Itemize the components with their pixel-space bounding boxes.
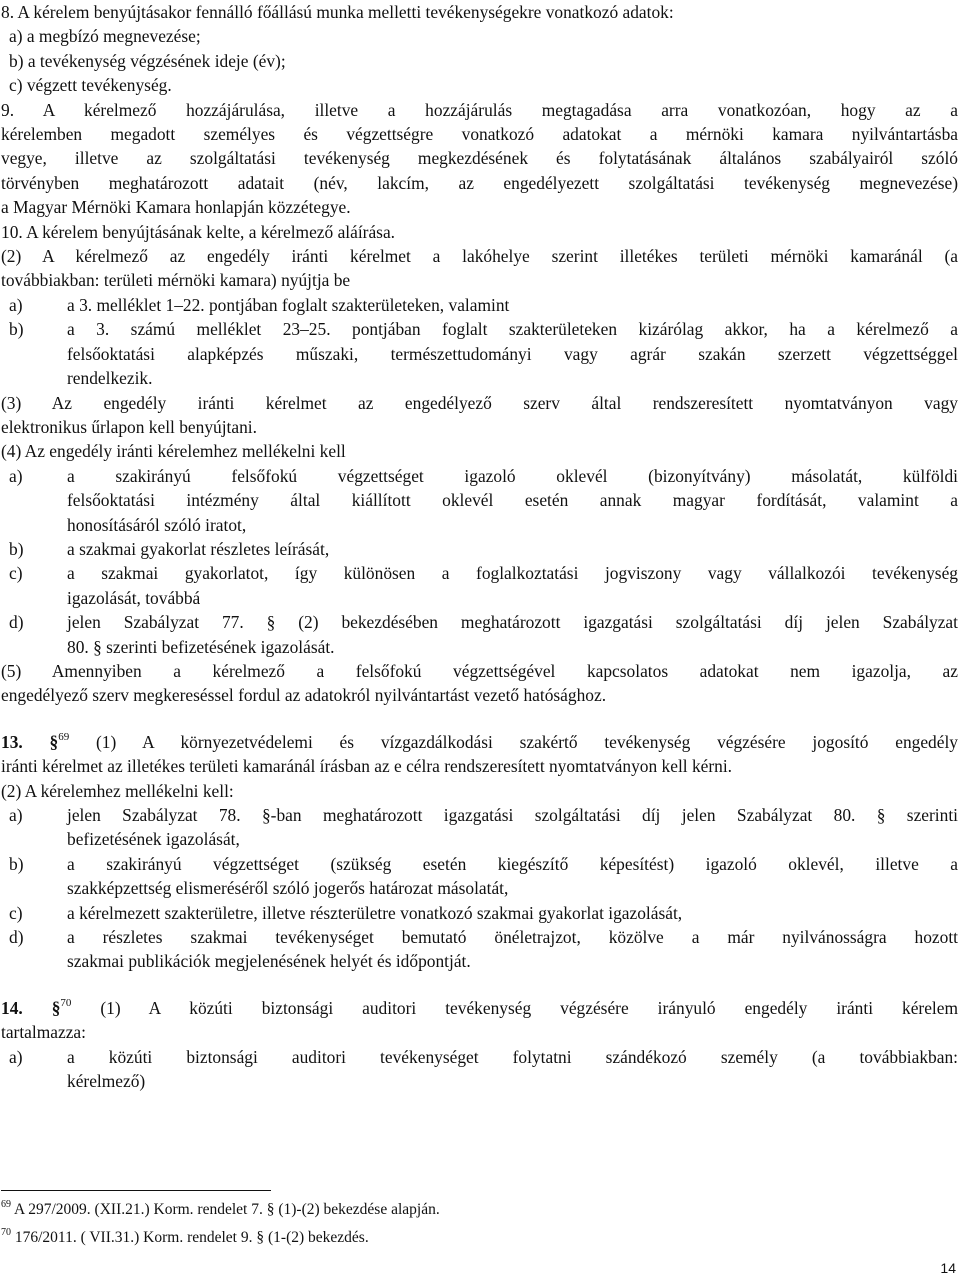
point-8-heading: 8. A kérelem benyújtásakor fennálló főállású munka melletti tevékenységekre vonatkozó adatok: (1, 2, 674, 22)
page-number: 14 (940, 1260, 956, 1276)
paragraph-2: (2) A kérelmező az engedély iránti kérelmet a lakóhelye szerint illetékes területi mérnöki kamaránál (a továbbiakban: területi mérnöki kamara) nyújtja be (1, 246, 958, 291)
list-item: a) a közúti biztonsági auditori tevékenységet folytatni szándékozó személy (a továbbiakban: kérelmező) (9, 1046, 958, 1092)
point-9: 9. A kérelmező hozzájárulása, illetve a hozzájárulás megtagadása arra vonatkozóan, hogy az a kérelemben megadott személyes és végzettségre vonatkozó adatokat a mérnöki kamara nyilvántartásba vegye, illetve az szolgáltatási tevékenység megkezdésének és folytatásának általános szabályairól szóló törvényben meghatározott adatait (név, lakcím, az engedélyezett szolgáltatási tevékenység megnevezése) a Magyar Mérnöki Kamara honlapján közzétegye. (1, 99, 958, 218)
list-item: a) a 3. melléklet 1–22. pontjában foglalt szakterületeken, valamint (9, 294, 510, 315)
list-item: d) a részletes szakmai tevékenységet bemutató önéletrajzot, közölve a már nyilvánosságra hozott szakmai publikációk megjelenésének helyét és időpontját. (9, 927, 958, 972)
point-10: 10. A kérelem benyújtásának kelte, a kérelmező aláírása. (1, 221, 396, 242)
list-item: b) a szakmai gyakorlat részletes leírását, (9, 538, 330, 559)
list-item: c) a szakmai gyakorlatot, így különösen a foglalkoztatási jogviszony vagy vállalkozói tevékenység igazolását, továbbá (9, 563, 958, 608)
list-item: a) jelen Szabályzat 78. §-ban meghatározott igazgatási szolgáltatási díj jelen Szabályzat 80. § szerinti befizetésének igazolását, (9, 805, 958, 850)
list-item: b) a szakirányú végzettséget (szükség esetén kiegészítő képesítést) igazoló oklevél, illetve a szakképzettség elismeréséről szóló jogerős határozat másolatát, (9, 853, 958, 899)
point-8 (1, 0, 958, 98)
point-8-b: b) a tevékenység végzésének ideje (év); (9, 50, 286, 71)
paragraph-4: (4) Az engedély iránti kérelemhez mellékelni kell (1, 441, 346, 462)
footnote-70: $^{70}$ 176/2011. ( VII.31.) Korm. rendelet 9. § (1-(2) bekezdés. (1, 1227, 369, 1246)
footnote-ref-69: 69 (58, 730, 70, 743)
section-13: 13. §$^{69}$ (1) A környezetvédelemi és vízgazdálkodási szakértő tevékenység végzésére jogosító engedély iránti kérelmet az illetékes területi kamaránál írásban az e célra rendszeresített nyomtatványon kell kérni. (2) A kérelemhez mellékelni kell: (1, 730, 958, 801)
list-item: a) a szakirányú felsőfokú végzettséget igazoló oklevél (bizonyítvány) másolatát, külföldi felsőoktatási intézmény által kiállított oklevél esetén annak magyar fordítását, valamint a honosításáról szóló iratot, (9, 465, 958, 535)
point-8-c: c) végzett tevékenység. (9, 75, 172, 96)
section-14-number: 14. § (1, 997, 61, 1018)
list-item: c) a kérelmezett szakterületre, illetve részterületre vonatkozó szakmai gyakorlat igazolását, (9, 902, 683, 923)
point-8-a: a) a megbízó megnevezése; (9, 26, 201, 47)
page-body (1, 0, 958, 1093)
footnote-separator (1, 1190, 271, 1191)
section-14: 14. §$^{70}$ (1) A közúti biztonsági auditori tevékenység végzésére irányuló engedély iránti kérelem tartalmazza: (1, 996, 958, 1043)
paragraph-3: (3) Az engedély iránti kérelmet az engedélyező szerv által rendszeresített nyomtatványon vagy elektronikus űrlapon kell benyújtani. (1, 392, 958, 437)
footnote-ref-70: 70 (60, 996, 72, 1009)
list-item: d) jelen Szabályzat 77. § (2) bekezdésében meghatározott igazgatási szolgáltatási díj jelen Szabályzat 80. § szerinti befizetésének igazolását. (9, 612, 958, 657)
list-item: b) a 3. számú melléklet 23–25. pontjában foglalt szakterületeken kizárólag akkor, ha a kérelmező a felsőoktatási alapképzés műszaki, természettudományi vagy agrár szakán szerzett végzettséggel rendelkezik. (9, 319, 958, 389)
paragraph-5: (5) Amennyiben a kérelmező a felsőfokú végzettségével kapcsolatos adatokat nem igazolja, az engedélyező szerv megkereséssel fordul az adatokról nyilvántartást vezető hatósághoz. (1, 660, 958, 706)
footnote-69: $^{69}$ A 297/2009. (XII.21.) Korm. rendelet 7. § (1)-(2) bekezdése alapján. (1, 1199, 440, 1218)
section-13-number: 13. § (1, 731, 59, 752)
